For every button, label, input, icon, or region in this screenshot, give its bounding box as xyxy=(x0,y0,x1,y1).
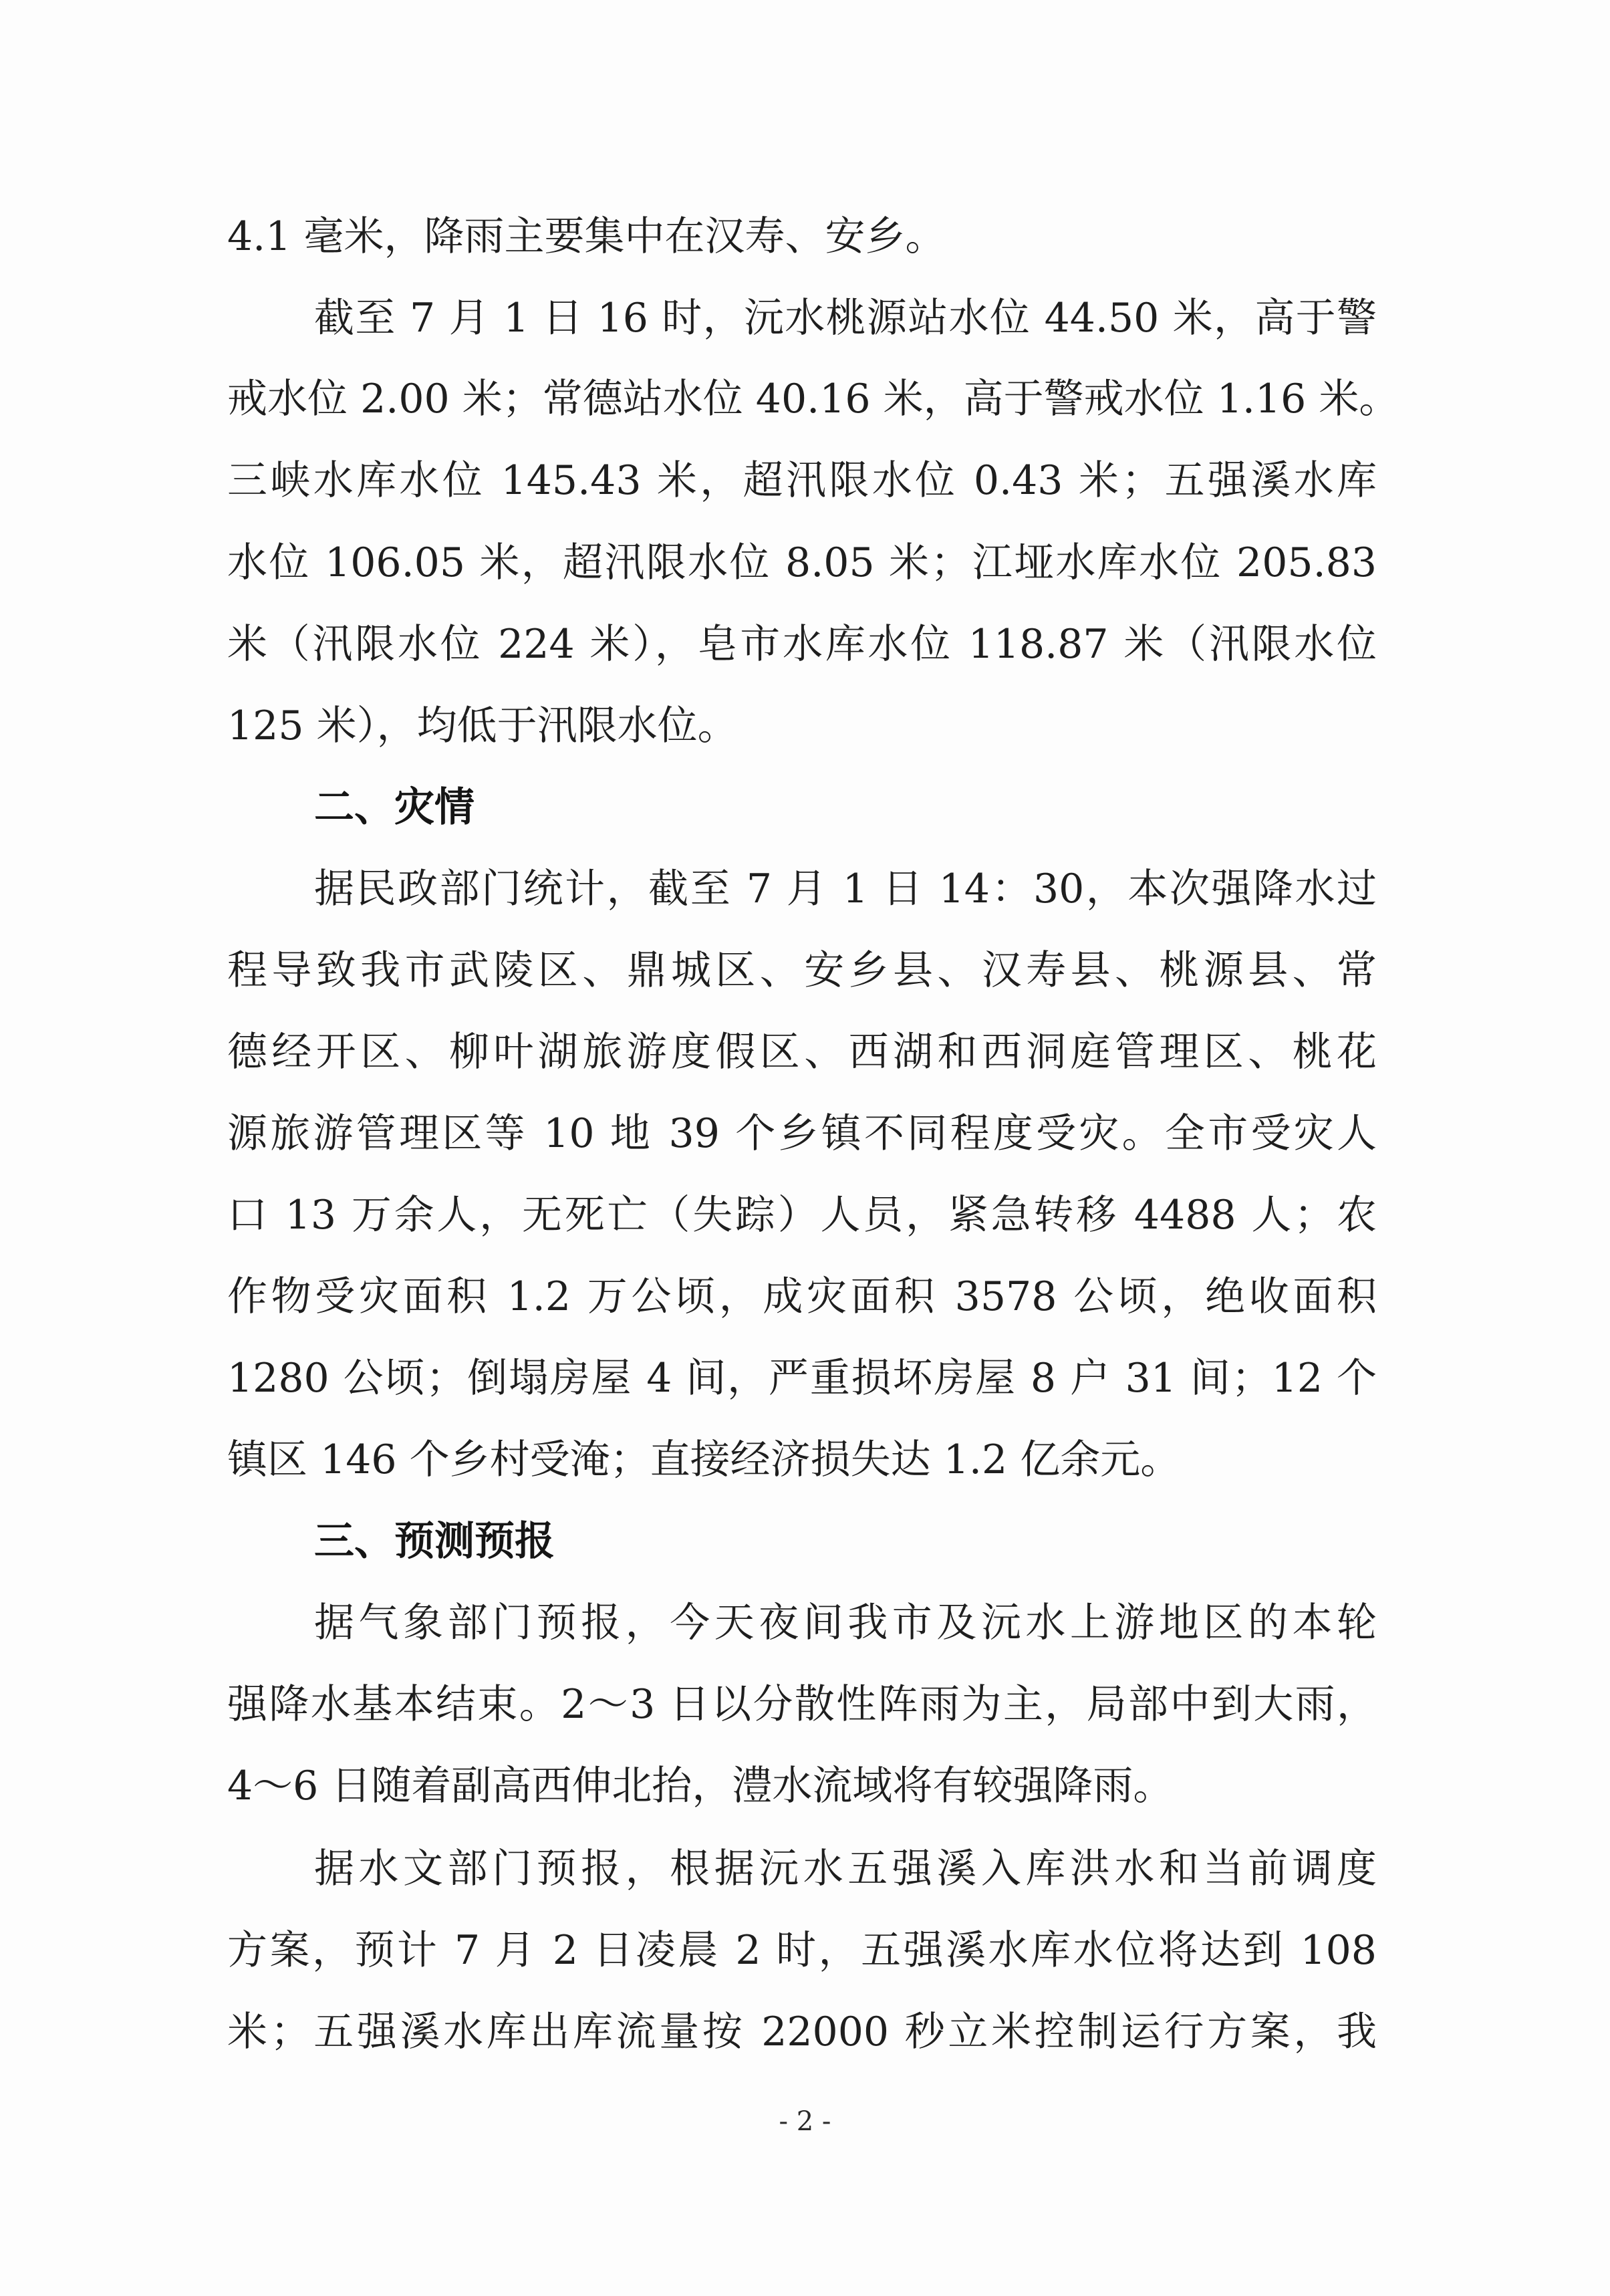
section-heading-disaster: 二、灾情 xyxy=(314,784,475,831)
paragraph-3-line-7: 1280 公顷；倒塌房屋 4 间，严重损坏房屋 8 户 31 间；12 个 xyxy=(227,1355,1377,1402)
paragraph-2-line-4: 水位 106.05 米，超汛限水位 8.05 米；江垭水库水位 205.83 xyxy=(227,539,1377,586)
paragraph-2-line-1: 截至 7 月 1 日 16 时，沅水桃源站水位 44.50 米，高于警 xyxy=(314,295,1377,342)
paragraph-3-line-8: 镇区 146 个乡村受淹；直接经济损失达 1.2 亿余元。 xyxy=(227,1436,1181,1483)
section-heading-forecast: 三、预测预报 xyxy=(314,1518,555,1565)
paragraph-3-line-5: 口 13 万余人，无死亡（失踪）人员，紧急转移 4488 人；农 xyxy=(227,1192,1377,1239)
paragraph-3-line-4: 源旅游管理区等 10 地 39 个乡镇不同程度受灾。全市受灾人 xyxy=(227,1110,1377,1157)
paragraph-3-line-1: 据民政部门统计，截至 7 月 1 日 14：30，本次强降水过 xyxy=(314,866,1377,912)
paragraph-4-line-3: 4～6 日随着副高西伸北抬，澧水流域将有较强降雨。 xyxy=(227,1763,1174,1809)
paragraph-5-line-2: 方案，预计 7 月 2 日凌晨 2 时，五强溪水库水位将达到 108 xyxy=(227,1927,1377,1974)
paragraph-3-line-6: 作物受灾面积 1.2 万公顷，成灾面积 3578 公顷，绝收面积 xyxy=(227,1273,1377,1320)
paragraph-3-line-3: 德经开区、柳叶湖旅游度假区、西湖和西洞庭管理区、桃花 xyxy=(227,1029,1377,1075)
paragraph-1-line-1: 4.1 毫米，降雨主要集中在汉寿、安乡。 xyxy=(227,213,946,260)
page-number: - 2 - xyxy=(779,2106,831,2137)
paragraph-2-line-6: 125 米），均低于汛限水位。 xyxy=(227,703,738,749)
paragraph-4-line-2: 强降水基本结束。2～3 日以分散性阵雨为主，局部中到大雨， xyxy=(227,1681,1377,1728)
paragraph-2-line-5: 米（汛限水位 224 米），皂市水库水位 118.87 米（汛限水位 xyxy=(227,621,1377,668)
paragraph-3-line-2: 程导致我市武陵区、鼎城区、安乡县、汉寿县、桃源县、常 xyxy=(227,947,1377,994)
paragraph-2-line-3: 三峡水库水位 145.43 米，超汛限水位 0.43 米；五强溪水库 xyxy=(227,457,1377,504)
paragraph-2-line-2: 戒水位 2.00 米；常德站水位 40.16 米，高于警戒水位 1.16 米。 xyxy=(227,376,1399,422)
paragraph-4-line-1: 据气象部门预报，今天夜间我市及沅水上游地区的本轮 xyxy=(314,1600,1377,1646)
paragraph-5-line-1: 据水文部门预报，根据沅水五强溪入库洪水和当前调度 xyxy=(314,1845,1377,1892)
paragraph-5-line-3: 米；五强溪水库出库流量按 22000 秒立米控制运行方案，我 xyxy=(227,2009,1377,2055)
